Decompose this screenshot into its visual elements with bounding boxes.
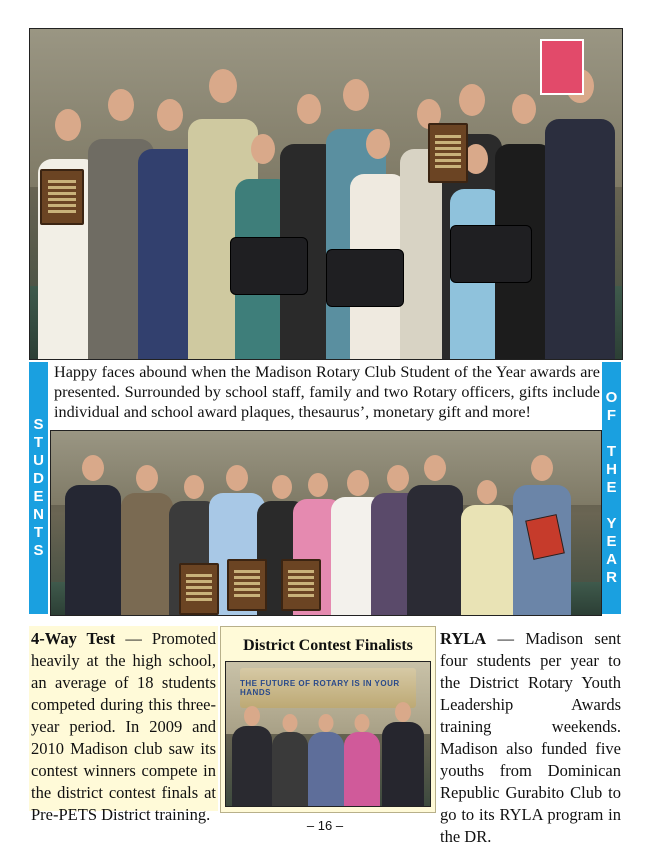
students-side-label (29, 362, 48, 614)
ryla-body: — Madison sent four students per year to the District Rotary Youth Leadership Awards training weekends. Madison also funded five youths from Dominican Republic Gurabito Club to go to its RYLA program in the DR. (440, 629, 621, 846)
four-way-test-text (31, 628, 216, 826)
side-letter: T (33, 524, 44, 541)
side-letter: E (606, 479, 617, 496)
side-letter: E (33, 488, 44, 505)
district-contest-panel (220, 626, 436, 813)
four-way-test-box (29, 626, 218, 824)
second-group-photo (50, 430, 602, 616)
four-way-test-heading: 4-Way Test (31, 629, 116, 648)
ryla-text (440, 628, 621, 848)
side-letter: E (606, 533, 617, 550)
page-number: – 16 – (306, 818, 344, 833)
side-letter: H (606, 461, 617, 478)
district-contest-photo (225, 661, 431, 807)
four-way-test-body: — Promoted heavily at the high school, an average of 18 students competed during this three-year period. In 2009 and 2010 Madison club saw its contest winners compete in the district contest finals at Pre-PETS District training. (31, 629, 216, 824)
side-letter: T (606, 443, 617, 460)
side-letter: T (33, 434, 44, 451)
side-letter: U (33, 452, 44, 469)
side-letter: R (606, 569, 617, 586)
side-letter: Y (606, 515, 617, 532)
district-contest-title: District Contest Finalists (243, 637, 413, 654)
side-letter: A (606, 551, 617, 568)
side-letter: O (605, 389, 618, 406)
top-group-photo (29, 28, 623, 360)
side-letter: S (33, 416, 44, 433)
ryla-heading: RYLA (440, 629, 487, 648)
top-photo-caption: Happy faces abound when the Madison Rotary Club Student of the Year awards are presented. Surrounded by school staff, family and two Rotary officers, gifts include individual and school award plaques, thesaurus’, monetary gift and more! (54, 363, 600, 421)
rotary-banner-text: THE FUTURE OF ROTARY IS IN YOUR HANDS (240, 679, 400, 697)
side-letter: N (33, 506, 44, 523)
side-letter: F (606, 407, 617, 424)
of-the-year-side-label (602, 362, 621, 614)
side-letter: D (33, 470, 44, 487)
side-letter: S (33, 542, 44, 559)
ryla-box (440, 626, 621, 846)
